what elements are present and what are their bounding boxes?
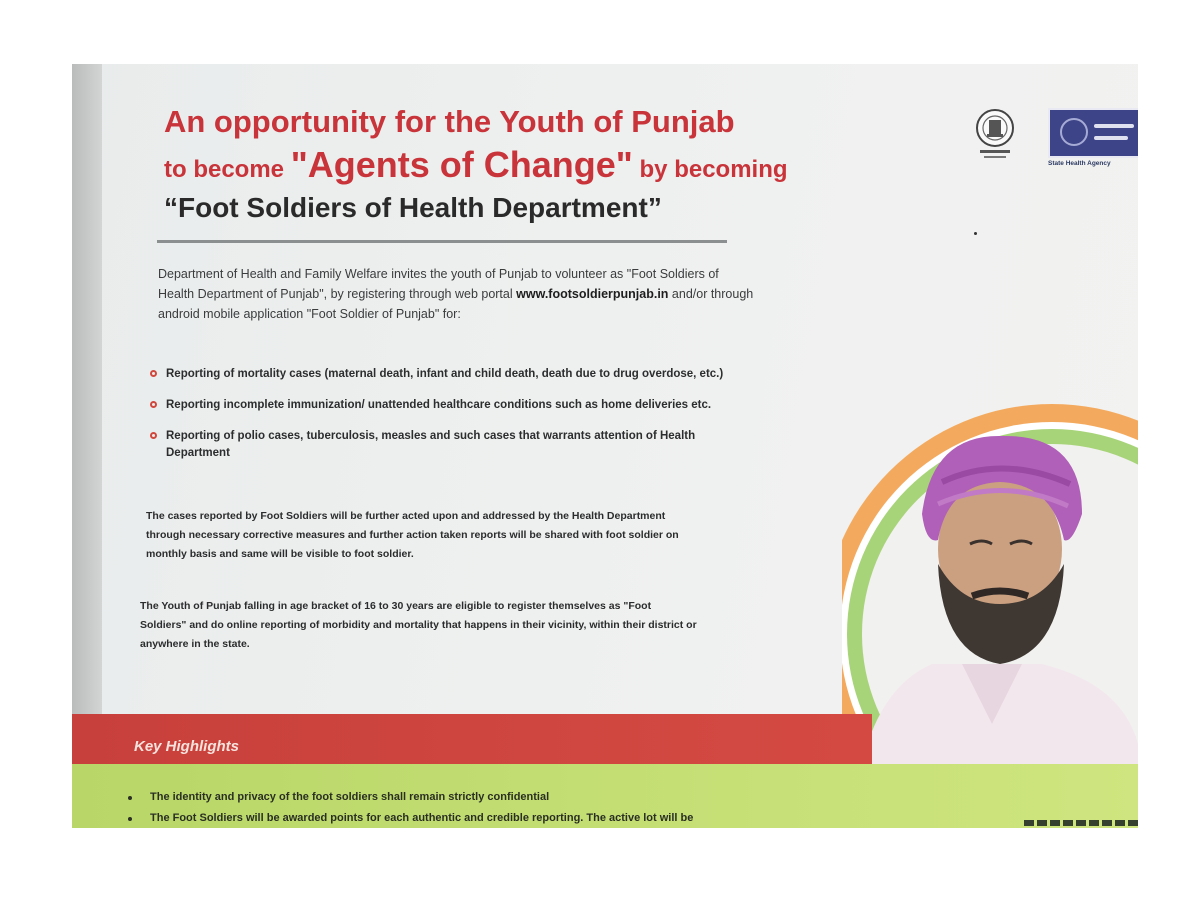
bullet-ring-icon [150, 432, 157, 439]
agency-seal-icon [1060, 118, 1088, 146]
intro-text-after-url: and/or through android mobile application "Foot Soldier of Punjab" for: [158, 287, 754, 321]
state-health-agency-logo [1048, 108, 1138, 158]
agency-script-mark [1094, 136, 1128, 140]
headline-agents-of-change: "Agents of Change" [290, 144, 633, 185]
government-emblem-icon [972, 108, 1018, 166]
reporting-list [150, 366, 750, 476]
headline-line-2-suffix: by becoming [639, 156, 788, 183]
print-speck [974, 232, 977, 235]
headline-line-3: “Foot Soldiers of Health Department” [164, 192, 662, 223]
list-item-text: Reporting of polio cases, tuberculosis, measles and such cases that warrants attention of Health Department [166, 430, 696, 459]
list-item [150, 397, 750, 414]
agency-script-mark [1094, 124, 1134, 128]
list-item-text: Reporting of mortality cases (maternal death, infant and child death, death due to drug overdose, etc.) [166, 368, 724, 380]
bullet-ring-icon [150, 401, 157, 408]
portal-url: www.footsoldierpunjab.in [516, 287, 669, 301]
portrait-image [842, 364, 1138, 828]
key-highlights-title: Key Highlights [134, 738, 240, 755]
headline-divider [157, 240, 727, 243]
department-footer-text-cropped [1024, 820, 1138, 826]
headline-line-2-prefix: to become [164, 156, 285, 183]
intro-text-before-url: Department of Health and Family Welfare invites the youth of Punjab to volunteer as "Foot Soldiers of Health Department of Punjab", by registering through web portal [158, 267, 719, 301]
headline-line-1: An opportunity for the Youth of Punjab [164, 104, 735, 139]
highlight-item: The identity and privacy of the foot soldiers shall remain strictly confidential [124, 787, 884, 808]
highlight-item: The Foot Soldiers will be awarded points for each authentic and credible reporting. The active lot will be [124, 808, 884, 828]
actions-paragraph: The cases reported by Foot Soldiers will be further acted upon and addressed by the Health Department through necessary corrective measures and further action taken reports will be shared with foot soldier on monthly basis and same will be visible to foot soldier. [146, 510, 679, 560]
list-item [150, 428, 750, 462]
newspaper-photo [72, 64, 1138, 828]
headline-line-2 [164, 144, 788, 186]
list-item-text: Reporting incomplete immunization/ unattended healthcare conditions such as home deliveries etc. [166, 399, 712, 411]
key-highlights-list [124, 787, 884, 828]
bullet-ring-icon [150, 370, 157, 377]
agency-caption: State Health Agency [1048, 160, 1111, 167]
list-item [150, 366, 750, 383]
intro-paragraph [158, 264, 758, 324]
eligibility-paragraph: The Youth of Punjab falling in age bracket of 16 to 30 years are eligible to register themselves as "Foot Soldiers" and do online reporting of morbidity and mortality that happens in their vicinity, within their district or anywhere in the state. [140, 600, 697, 650]
